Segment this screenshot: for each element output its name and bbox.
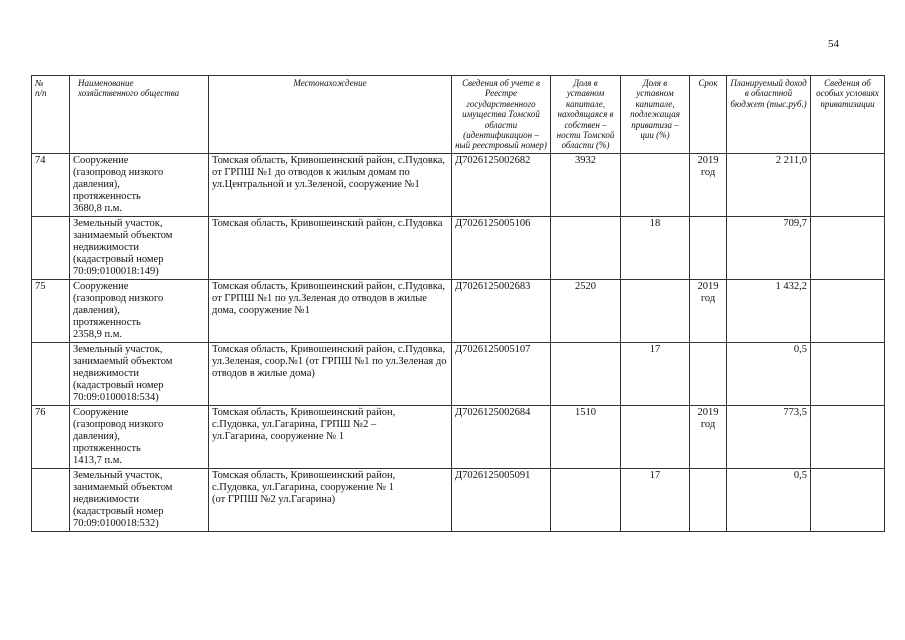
cell-location: Томская область, Кривошеинский район, с.Пудовка, ул.Гагарина, сооружение № 1 (от ГРПШ №2 ул.Гагарина)	[209, 468, 452, 531]
page-number: 54	[828, 38, 839, 50]
table-header-row	[32, 76, 885, 154]
header-term: Срок	[690, 76, 727, 154]
cell-location: Томская область, Кривошеинский район, с.Пудовка, ул.Зеленая, соор.№1 (от ГРПШ №1 по ул.Зеленая до отводов в жилые дома)	[209, 342, 452, 405]
cell-location: Томская область, Кривошеинский район, с.Пудовка	[209, 216, 452, 279]
cell-conditions	[811, 279, 885, 342]
cell-registry: Д7026125002684	[452, 405, 551, 468]
cell-name: Сооружение (газопровод низкого давления), протяженность 3680,8 п.м.	[70, 153, 209, 216]
cell-share-privatized: 17	[621, 468, 690, 531]
cell-number: 75	[32, 279, 70, 342]
cell-share-privatized: 18	[621, 216, 690, 279]
header-conditions: Сведения об особых условиях приватизации	[811, 76, 885, 154]
header-location: Местонахождение	[209, 76, 452, 154]
header-share-owned: Доля в уставном капитале, находящаяся в собствен – ности Томской области (%)	[551, 76, 621, 154]
cell-share-privatized: 17	[621, 342, 690, 405]
cell-income: 0,5	[727, 468, 811, 531]
cell-registry: Д7026125002683	[452, 279, 551, 342]
cell-location: Томская область, Кривошеинский район, с.Пудовка, от ГРПШ №1 до отводов к жилым домам по ул.Центральной и ул.Зеленой, сооружение №1	[209, 153, 452, 216]
cell-registry: Д7026125005106	[452, 216, 551, 279]
cell-term: 2019 год	[690, 405, 727, 468]
cell-conditions	[811, 342, 885, 405]
cell-term	[690, 342, 727, 405]
cell-share-owned	[551, 468, 621, 531]
table-row	[32, 279, 885, 342]
cell-location: Томская область, Кривошеинский район, с.Пудовка, от ГРПШ №1 по ул.Зеленая до отводов в жилые дома, сооружение №1	[209, 279, 452, 342]
header-name: Наименование хозяйственного общества	[70, 76, 209, 154]
privatization-table	[31, 75, 885, 532]
cell-share-privatized	[621, 405, 690, 468]
cell-location: Томская область, Кривошеинский район, с.Пудовка, ул.Гагарина, ГРПШ №2 – ул.Гагарина, сооружение № 1	[209, 405, 452, 468]
table-row	[32, 342, 885, 405]
cell-registry: Д7026125005107	[452, 342, 551, 405]
cell-conditions	[811, 153, 885, 216]
header-registry: Сведения об учете в Реестре государственного имущества Томской области (идентификацион – ный реестровый номер)	[452, 76, 551, 154]
cell-name: Сооружение (газопровод низкого давления), протяженность 1413,7 п.м.	[70, 405, 209, 468]
cell-income: 2 211,0	[727, 153, 811, 216]
cell-share-owned: 3932	[551, 153, 621, 216]
table-row	[32, 468, 885, 531]
cell-registry: Д7026125002682	[452, 153, 551, 216]
cell-share-owned: 1510	[551, 405, 621, 468]
cell-name: Земельный участок, занимаемый объектом недвижимости (кадастровый номер 70:09:0100018:149)	[70, 216, 209, 279]
table-row	[32, 216, 885, 279]
cell-conditions	[811, 468, 885, 531]
table-row	[32, 153, 885, 216]
cell-income: 0,5	[727, 342, 811, 405]
cell-name: Земельный участок, занимаемый объектом недвижимости (кадастровый номер 70:09:0100018:534)	[70, 342, 209, 405]
cell-income: 1 432,2	[727, 279, 811, 342]
cell-income: 709,7	[727, 216, 811, 279]
table-row	[32, 405, 885, 468]
cell-term: 2019 год	[690, 279, 727, 342]
cell-share-owned	[551, 342, 621, 405]
cell-conditions	[811, 405, 885, 468]
cell-number	[32, 468, 70, 531]
cell-conditions	[811, 216, 885, 279]
header-number: № п/п	[32, 76, 70, 154]
cell-number	[32, 216, 70, 279]
cell-income: 773,5	[727, 405, 811, 468]
cell-registry: Д7026125005091	[452, 468, 551, 531]
cell-share-owned: 2520	[551, 279, 621, 342]
cell-name: Земельный участок, занимаемый объектом недвижимости (кадастровый номер 70:09:0100018:532)	[70, 468, 209, 531]
cell-share-privatized	[621, 153, 690, 216]
cell-number: 76	[32, 405, 70, 468]
cell-number	[32, 342, 70, 405]
cell-share-privatized	[621, 279, 690, 342]
cell-term	[690, 216, 727, 279]
cell-name: Сооружение (газопровод низкого давления), протяженность 2358,9 п.м.	[70, 279, 209, 342]
header-income: Планируемый доход в областной бюджет (тыс.руб.)	[727, 76, 811, 154]
header-share-privatized: Доля в уставном капитале, подлежащая приватиза – ции (%)	[621, 76, 690, 154]
cell-term: 2019 год	[690, 153, 727, 216]
cell-term	[690, 468, 727, 531]
cell-number: 74	[32, 153, 70, 216]
cell-share-owned	[551, 216, 621, 279]
